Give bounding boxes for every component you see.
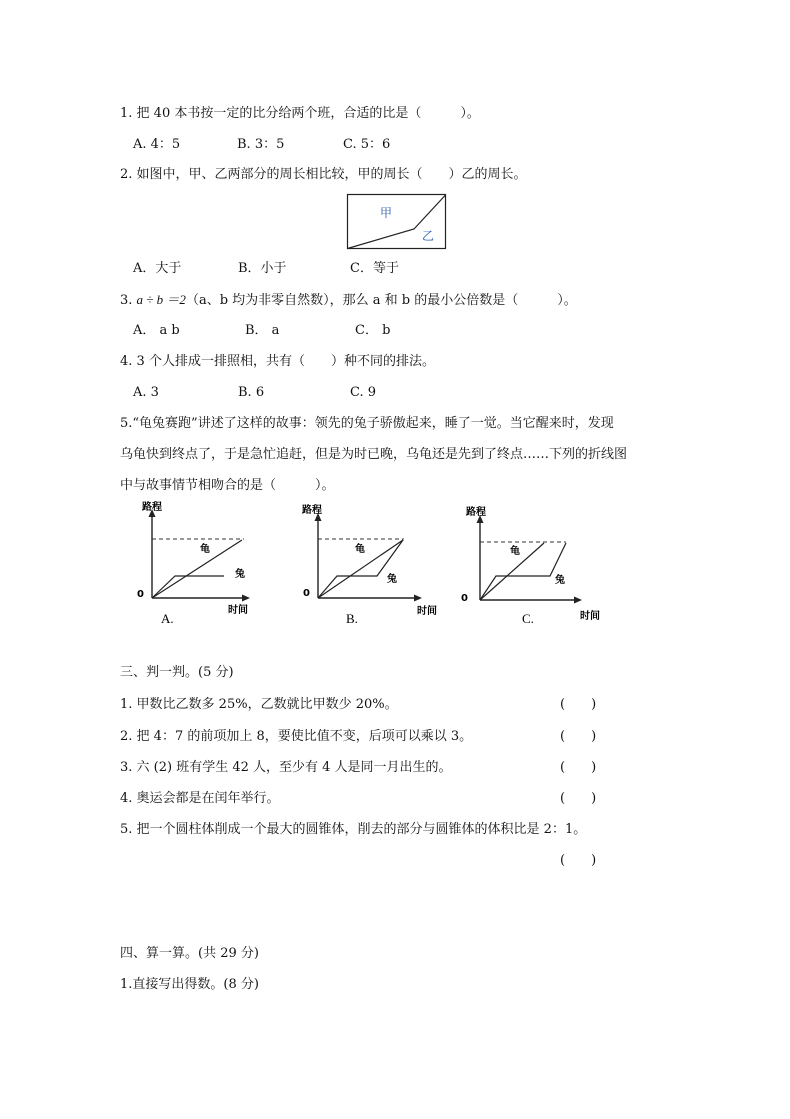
- graph-c-xlabel: 时间: [580, 611, 600, 622]
- graph-a-xlabel: 时间: [228, 605, 248, 616]
- judge-item-2: 2. 把 4：7 的前项加上 8，要使比值不变，后项可以乘以 3。: [120, 729, 473, 744]
- section4-sub1: 1.直接写出得数。(8 分): [120, 977, 259, 992]
- graph-b-caption: B.: [346, 611, 358, 626]
- q3-stem-post: （a、b 均为非零自然数），那么 a 和 b 的最小公倍数是（ ）。: [185, 293, 577, 308]
- q5-line-1: 5.“龟兔赛跑”讲述了这样的故事：领先的兔子骄傲起来，睡了一觉。当它醒来时，发现: [120, 416, 614, 431]
- q3-stem: [120, 292, 577, 309]
- q2-option-c: C．等于: [350, 261, 399, 276]
- graph-c-turtle-label: 龟: [510, 546, 520, 557]
- judge-bracket-3[interactable]: ( ): [560, 760, 597, 775]
- graph-a-caption: A.: [161, 611, 174, 626]
- judge-item-3: 3. 六 (2) 班有学生 42 人，至少有 4 人是同一月出生的。: [120, 760, 452, 775]
- graph-a-ylabel: 路程: [142, 502, 162, 513]
- judge-bracket-2[interactable]: ( ): [560, 729, 597, 744]
- q4-option-b: B. 6: [238, 385, 265, 400]
- section4-heading: 四、算一算。(共 29 分): [120, 946, 259, 961]
- graph-b-rabbit-label: 兔: [387, 574, 397, 585]
- q3-option-a: A． a b: [133, 323, 180, 338]
- q3-option-c: C． b: [355, 323, 391, 338]
- q5-line-2: 乌龟快到终点了，于是急忙追赶，但是为时已晚，乌龟还是先到了终点……下列的折线图: [120, 447, 628, 462]
- q5-graph-b: [297, 500, 445, 630]
- graph-a-origin: 0: [137, 589, 144, 600]
- q5-graph-a: [132, 500, 257, 630]
- graph-c-ylabel: 路程: [466, 507, 486, 518]
- graph-a-turtle-label: 龟: [200, 544, 210, 555]
- judge-item-1: 1. 甲数比乙数多 25%，乙数就比甲数少 20%。: [120, 697, 398, 712]
- q4-stem: 4. 3 个人排成一排照相，共有（ ）种不同的排法。: [120, 354, 435, 369]
- q1-option-a: A. 4：5: [133, 137, 181, 152]
- graph-c-origin: 0: [461, 593, 468, 604]
- judge-bracket-1[interactable]: ( ): [560, 697, 597, 712]
- q4-option-a: A. 3: [133, 385, 159, 400]
- q2-figure: [346, 193, 448, 251]
- graph-b-turtle-label: 龟: [355, 544, 365, 555]
- judge-item-5: 5. 把一个圆柱体削成一个最大的圆锥体，削去的部分与圆锥体的体积比是 2：1。: [120, 822, 587, 837]
- q1-option-b: B. 3：5: [237, 137, 285, 152]
- judge-bracket-5[interactable]: ( ): [560, 853, 597, 868]
- q5-line-3: 中与故事情节相吻合的是（ ）。: [120, 478, 335, 493]
- q4-option-c: C. 9: [350, 385, 377, 400]
- q1-option-c: C. 5：6: [343, 137, 391, 152]
- q3-stem-expression: a ÷ b ＝2: [136, 292, 186, 307]
- graph-b-origin: 0: [303, 588, 310, 599]
- q2-option-b: B．小于: [238, 261, 287, 276]
- q2-stem: 2. 如图中，甲、乙两部分的周长相比较，甲的周长（ ）乙的周长。: [120, 167, 527, 182]
- q3-stem-pre: 3.: [120, 293, 137, 308]
- judge-bracket-4[interactable]: ( ): [560, 791, 597, 806]
- q2-label-yi: 乙: [422, 229, 435, 243]
- graph-b-xlabel: 时间: [417, 606, 437, 617]
- q2-label-jia: 甲: [380, 206, 393, 220]
- graph-a-rabbit-label: 兔: [235, 569, 245, 580]
- q5-graph-c: [458, 502, 610, 632]
- judge-item-4: 4. 奥运会都是在闰年举行。: [120, 791, 280, 806]
- q3-option-b: B． a: [245, 323, 280, 338]
- q2-option-a: A．大于: [133, 261, 182, 276]
- graph-c-caption: C.: [522, 611, 534, 626]
- section3-heading: 三、判一判。(5 分): [120, 665, 234, 680]
- graph-b-ylabel: 路程: [302, 505, 322, 516]
- graph-c-rabbit-label: 兔: [555, 575, 565, 586]
- q1-stem: 1. 把 40 本书按一定的比分给两个班，合适的比是（ ）。: [120, 106, 480, 121]
